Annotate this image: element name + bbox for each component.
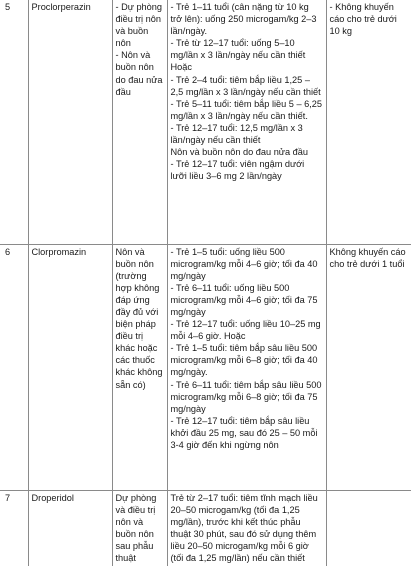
dosage-line: Nôn và buồn nôn do đau nửa đầu: [170, 147, 308, 158]
note-cell: Không khuyến cáo cho trẻ dưới 1 tuổi: [329, 246, 406, 269]
indications-cell: [112, 490, 167, 566]
dosage-line: - Trẻ 12–17 tuổi: tiêm bắp sâu liều khởi đầu 25 mg, sau đó 25 – 50 mỗi 3-4 giờ đến khi ngừng nôn: [170, 415, 318, 450]
indication-line: Dự phòng và điều trị nôn và buồn nôn sau phẫu thuật: [115, 492, 157, 563]
indication-line: - Nôn và buồn nôn do đau nửa đầu: [115, 50, 163, 97]
dosage-line: - Trẻ 6–11 tuổi: uống liều 500 microgram/kg mỗi 4–6 giờ; tối đa 75 mg/ngày: [170, 282, 318, 317]
indication-line: - Dự phòng điều trị nôn và buồn nôn: [115, 2, 162, 49]
dosage-line: - Trẻ 12–17 tuổi: uống liều 10–25 mg mỗi 4–6 giờ. Hoặc: [170, 319, 321, 342]
dosage-line: - Trẻ từ 12–17 tuổi: uống 5–10 mg/lần x 3 lần/ngày nếu cần thiết: [170, 38, 306, 61]
dosage-line: Hoặc: [170, 62, 192, 73]
dosage-line: - Trẻ 12–17 tuổi: viên ngậm dưới lưỡi liều 3–6 mg 2 lần/ngày: [170, 159, 305, 182]
dosage-cell: [167, 490, 326, 566]
row-number: 6: [0, 244, 28, 490]
dosage-cell: [167, 244, 326, 490]
dosage-line: Trẻ từ 2–17 tuổi: tiêm tĩnh mạch liều 20–50 microgam/kg (tối đa 1,25 mg/lần), trước khi kết thúc phẫu thuật 30 phút, sau đó sử dụng thêm liều 20–50 microgam/kg mỗi 6 giờ (tối đa 1,25 mg/lần) nếu cần thiết: [170, 492, 318, 563]
indication-line: Nôn và buồn nôn (trường hợp không đáp ứng đầy đủ với biện pháp điều trị khác hoặc các thuốc khác không sẵn có): [115, 246, 163, 390]
drug-name: Clorpromazin: [28, 244, 112, 490]
dosage-line: - Trẻ 1–5 tuổi: tiêm bắp sâu liều 500 microgram/kg mỗi 6–8 giờ; tối đa 40 mg/ngày.: [170, 343, 318, 378]
drug-name: Proclorperazin: [28, 0, 112, 244]
table-row: [0, 490, 411, 566]
table-row: [0, 0, 411, 244]
dosage-line: - Trẻ 2–4 tuổi: tiêm bắp liều 1,25 – 2,5 mg/lần x 3 lần/ngày nếu cần thiết: [170, 74, 321, 97]
note-cell: - Không khuyến cáo cho trẻ dưới 10 kg: [329, 2, 397, 37]
dosage-line: - Trẻ 1–11 tuổi (cân nặng từ 10 kg trở lên): uống 250 microgam/kg 2–3 lần/ngày.: [170, 2, 317, 37]
dosage-line: - Trẻ 6–11 tuổi: tiêm bắp sâu liều 500 microgram/kg mỗi 6–8 giờ; tối đa 75 mg/ngày: [170, 379, 322, 414]
drug-name: Droperidol: [28, 490, 112, 566]
indications-cell: [112, 244, 167, 490]
dosage-cell: [167, 0, 326, 244]
row-number: 5: [0, 0, 28, 244]
table-row: [0, 244, 411, 490]
row-number: 7: [0, 490, 28, 566]
indications-cell: [112, 0, 167, 244]
dosage-line: - Trẻ 5–11 tuổi: tiêm bắp liều 5 – 6,25 mg/lần x 3 lần/ngày nếu cần thiết.: [170, 98, 323, 121]
dosage-line: - Trẻ 1–5 tuổi: uống liều 500 microgram/kg mỗi 4–6 giờ; tối đa 40 mg/ngày: [170, 246, 318, 281]
dosage-line: - Trẻ 12–17 tuổi: 12,5 mg/lần x 3 lần/ngày nếu cần thiết: [170, 122, 303, 146]
note-cell: [326, 490, 411, 566]
